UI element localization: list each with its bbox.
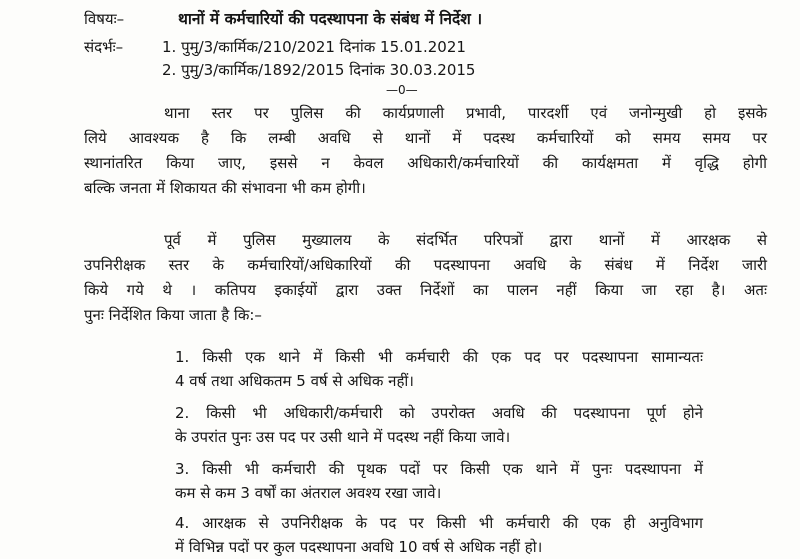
- paragraph2-line-2: उपनिरीक्षक स्तर के कर्मचारियों/अधिकारियों की पदस्थापना अवधि के संबंध में निर्देश जारी: [84, 256, 767, 274]
- point-4-line-1: 4. आरक्षक से उपनिरीक्षक के पद पर किसी भी कर्मचारी की एक ही अनुविभाग: [175, 514, 703, 532]
- subject-label: विषयः–: [84, 10, 125, 28]
- reference-item-1: 1. पुमु/3/कार्मिक/210/2021 दिनांक 15.01.2021: [162, 38, 466, 56]
- paragraph2-line-3: किये गये थे । कतिपय इकाईयों द्वारा उक्त निर्देशों का पालन नहीं किया जा रहा है। अतः: [84, 281, 767, 299]
- reference-label: संदर्भः–: [84, 38, 124, 56]
- point-1-line-1: 1. किसी एक थाने में किसी भी कर्मचारी की एक पद पर पदस्थापना सामान्यतः: [175, 348, 703, 366]
- point-2-line-2: के उपरांत पुनः उस पद पर उसी थाने में पदस्थ नहीं किया जावे।: [175, 428, 511, 446]
- point-3-line-2: कम से कम 3 वर्षों का अंतराल अवश्य रखा जावे।: [175, 484, 442, 502]
- reference-item-2: 2. पुमु/3/कार्मिक/1892/2015 दिनांक 30.03.2015: [162, 61, 476, 79]
- subject-text: थानों में कर्मचारियों की पदस्थापना के संबंध में निर्देश ।: [178, 10, 483, 28]
- paragraph1-line-3: स्थानांतरित किया जाए, इससे न केवल अधिकारी/कर्मचारियों की कार्यक्षमता में वृद्धि होगी: [84, 154, 767, 172]
- point-2-line-1: 2. किसी भी अधिकारी/कर्मचारी को उपरोक्त अवधि की पदस्थापना पूर्ण होने: [175, 404, 703, 422]
- separator: —0—: [386, 83, 418, 97]
- paragraph1-line-2: लिये आवश्यक है कि लम्बी अवधि से थानों में पदस्थ कर्मचारियों को समय समय पर: [84, 129, 767, 147]
- point-3-line-1: 3. किसी भी कर्मचारी की पृथक पदों पर किसी एक थाने में पुनः पदस्थापना में: [175, 460, 703, 478]
- paragraph1-line-4: बल्कि जनता में शिकायत की संभावना भी कम होगी।: [84, 179, 366, 197]
- point-1-line-2: 4 वर्ष तथा अधिकतम 5 वर्ष से अधिक नहीं।: [175, 372, 414, 390]
- paragraph2-line-1: पूर्व में पुलिस मुख्यालय के संदर्भित परिपत्रों द्वारा थानों में आरक्षक से: [164, 231, 767, 249]
- paragraph1-line-1: थाना स्तर पर पुलिस की कार्यप्रणाली प्रभावी, पारदर्शी एवं जनोन्मुखी हो इसके: [164, 104, 767, 122]
- paragraph2-line-4: पुनः निर्देशित किया जाता है कि:–: [84, 306, 262, 324]
- point-4-line-2: में विभिन्न पदों पर कुल पदस्थापना अवधि 10 वर्ष से अधिक नहीं हो।: [175, 538, 543, 556]
